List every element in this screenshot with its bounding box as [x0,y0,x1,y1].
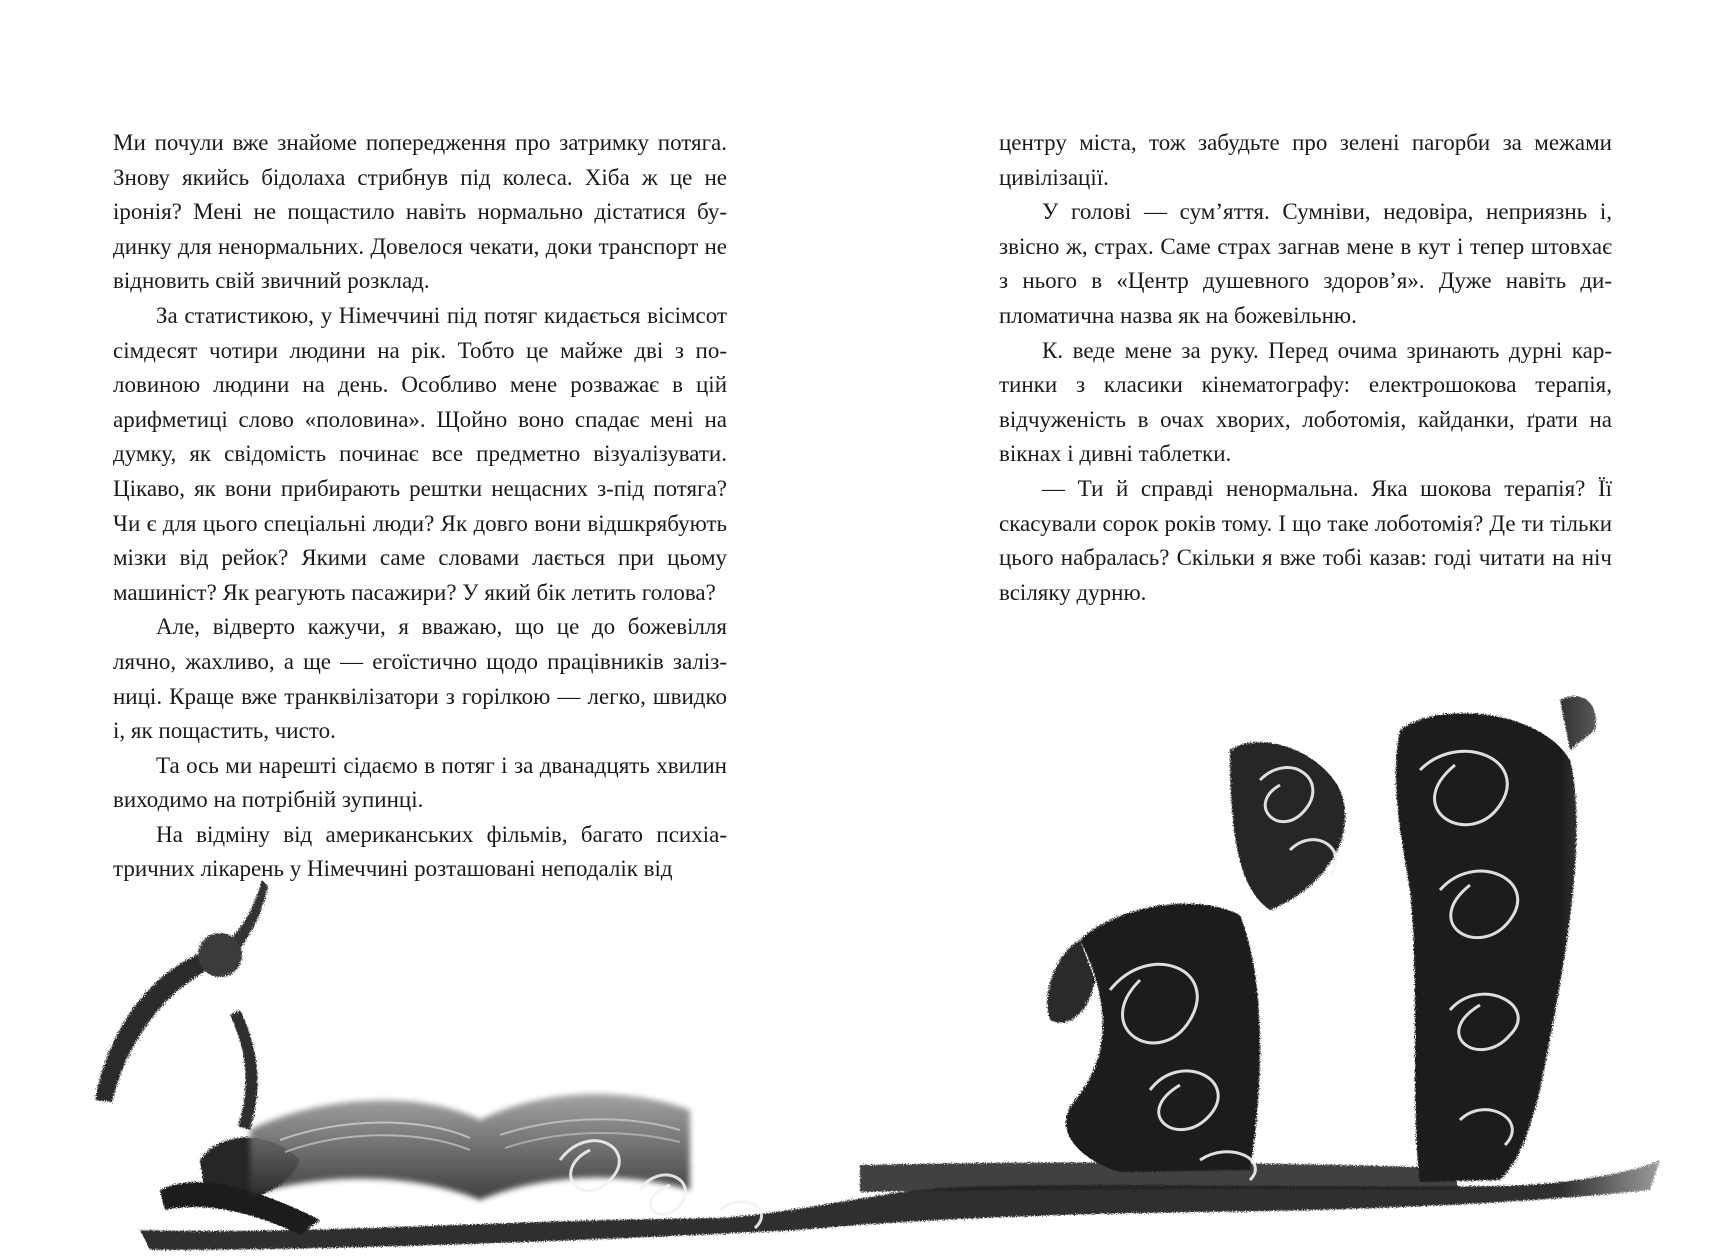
open-book-drawing [250,1094,690,1200]
left-paragraph-4: Та ось ми нарешті сідаємо в потяг і за дванадцять хвилин виходимо на потрібній зупинці. [113,752,727,813]
figure-legs-drawing [1047,696,1595,1182]
left-paragraph-2: За статистикою, у Німеччині під потяг кидається вісімсот сімдесят чотири людини на рік. Тобто це майже дві з половиною людини на день. Особливо мене розважає в цій арифметиці слово «половина». Щойно воно спадає мені на думку, як свідомість починає все предметно візуалізувати. Цікаво, як вони прибирають рештки нещасних з-під потяга? Чи є для цього спеціальні люди? Як довго вони відшкрябують мізки від рейок? Якими саме словами лається при цьому машиніст? Як реагують пасажири? У який бік летить голова? [113,302,727,605]
right-text-column [999,126,1612,610]
charcoal-illustration [0,690,1713,1258]
left-paragraph-1: Ми почули вже знайоме попередження про затримку потяга. Знову якийсь бідолаха стрибнув під колеса. Хіба ж це не іронія? Мені не пощастило навіть нормально дістатися будинку для ненормальних. Довелося чекати, доки транспорт не відновить свій звичний розклад. [113,130,727,294]
right-paragraph-3: К. веде мене за руку. Перед очима зринають дурні картинки з класики кінематографу: електрошокова терапія, відчуженість в очах хворих, лоботомія, кайданки, ґрати на вікнах і дивні таблетки. [999,337,1612,467]
left-paragraph-5: На відміну від американських фільмів, багато психіатричних лікарень у Німеччині розташовані неподалік від [113,821,727,882]
right-paragraph-2: У голові — сум’яття. Сумніви, недовіра, неприязнь і, звісно ж, страх. Саме страх загнав мене в кут і тепер штовхає з нього в «Центр душевного здоров’я». Дуже навіть дипломатична назва як на божевільню. [999,199,1612,328]
left-paragraph-3: Але, відверто кажучи, я вважаю, що це до божевілля лячно, жахливо, а ще — егоїстично щодо працівників залізниці. Краще вже транквілізатори з горілкою — легко, швидко і, як пощастить, чисто. [113,614,727,744]
right-paragraph-4: — Ти й справді ненормальна. Яка шокова терапія? Її скасували сорок років тому. І що таке лоботомія? Де ти тільки цього набралась? Скільки я вже тобі казав: годі читати на ніч всіляку дурню. [999,475,1612,605]
right-paragraph-1: центру міста, тож забудьте про зелені пагорби за межами цивілізації. [999,130,1612,190]
